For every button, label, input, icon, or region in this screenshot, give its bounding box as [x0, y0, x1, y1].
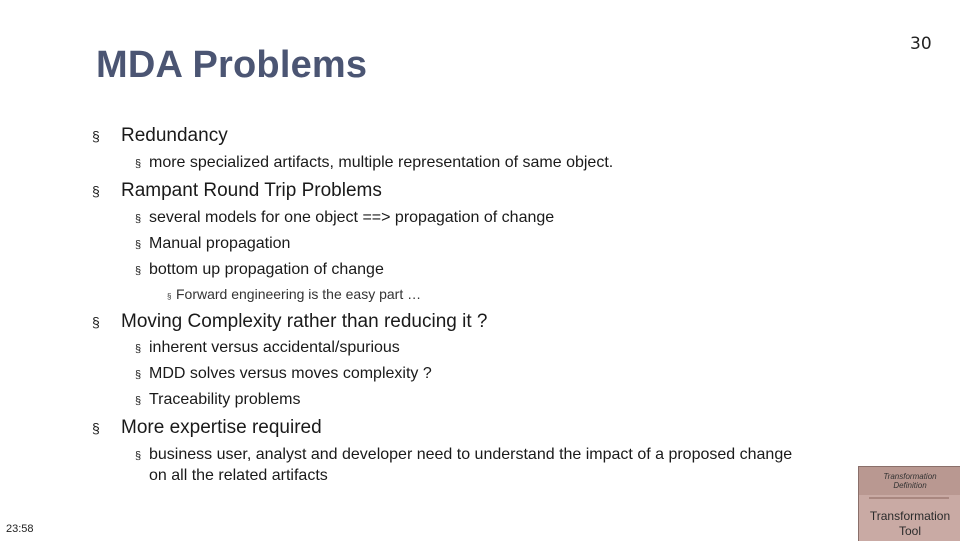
bullet-text: More expertise required	[121, 417, 322, 438]
transformation-thumbnail	[858, 466, 960, 541]
bullet-icon: §	[135, 213, 142, 225]
sub-bullet	[135, 391, 300, 409]
thumbnail-top-label	[859, 472, 960, 490]
bullet-icon: §	[135, 158, 142, 170]
bullet-text: Rampant Round Trip Problems	[121, 180, 382, 201]
sub-sub-bullet-text: Forward engineering is the easy part …	[176, 286, 422, 302]
sub-sub-bullet	[167, 286, 421, 302]
sub-bullet	[135, 446, 792, 464]
sub-bullet-text: several models for one object ==> propagation of change	[149, 209, 555, 226]
bullet-text: Moving Complexity rather than reducing it ?	[121, 311, 488, 332]
page-number: 30	[910, 34, 932, 54]
bullet-icon: §	[92, 314, 100, 330]
sub-bullet-text: MDD solves versus moves complexity ?	[149, 365, 432, 382]
sub-bullet	[135, 365, 432, 383]
slide-title: MDA Problems	[96, 44, 368, 86]
thumbnail-divider	[869, 497, 949, 499]
thumbnail-top-label-line2: Definition	[893, 481, 927, 490]
bullet-icon: §	[167, 292, 172, 301]
sub-bullet-text: Manual propagation	[149, 235, 291, 252]
bullet-icon: §	[92, 420, 100, 436]
thumbnail-bottom-label	[859, 509, 960, 539]
bullet-icon: §	[135, 369, 142, 381]
sub-bullet-text: Traceability problems	[149, 391, 301, 408]
thumbnail-bottom-label-line2: Tool	[898, 524, 921, 538]
bullet-icon: §	[135, 450, 142, 462]
bullet-complexity	[92, 311, 487, 333]
bullet-icon: §	[135, 395, 142, 407]
sub-bullet-text: bottom up propagation of change	[149, 261, 384, 278]
bullet-icon: §	[92, 128, 100, 144]
bullet-icon: §	[135, 265, 142, 277]
bullet-icon: §	[135, 343, 142, 355]
bullet-redundancy	[92, 125, 228, 147]
sub-bullet	[135, 339, 400, 357]
thumbnail-bottom-label-line1: Transformation	[869, 509, 951, 523]
sub-bullet-text: business user, analyst and developer need to understand the impact of a proposed change	[149, 446, 793, 463]
timestamp: 23:58	[6, 523, 34, 535]
bullet-expertise	[92, 417, 322, 439]
thumbnail-top-label-line1: Transformation	[883, 472, 937, 481]
bullet-icon: §	[135, 239, 142, 251]
sub-bullet-text: inherent versus accidental/spurious	[149, 339, 400, 356]
sub-bullet	[135, 261, 384, 279]
sub-bullet-text: more specialized artifacts, multiple representation of same object.	[149, 154, 614, 171]
sub-bullet-continuation: on all the related artifacts	[149, 467, 328, 484]
sub-bullet	[135, 154, 613, 172]
bullet-round-trip	[92, 180, 382, 202]
bullet-text: Redundancy	[121, 125, 228, 146]
sub-bullet	[135, 209, 554, 227]
bullet-icon: §	[92, 183, 100, 199]
sub-bullet	[135, 235, 290, 253]
thumbnail-top-box	[859, 467, 960, 495]
